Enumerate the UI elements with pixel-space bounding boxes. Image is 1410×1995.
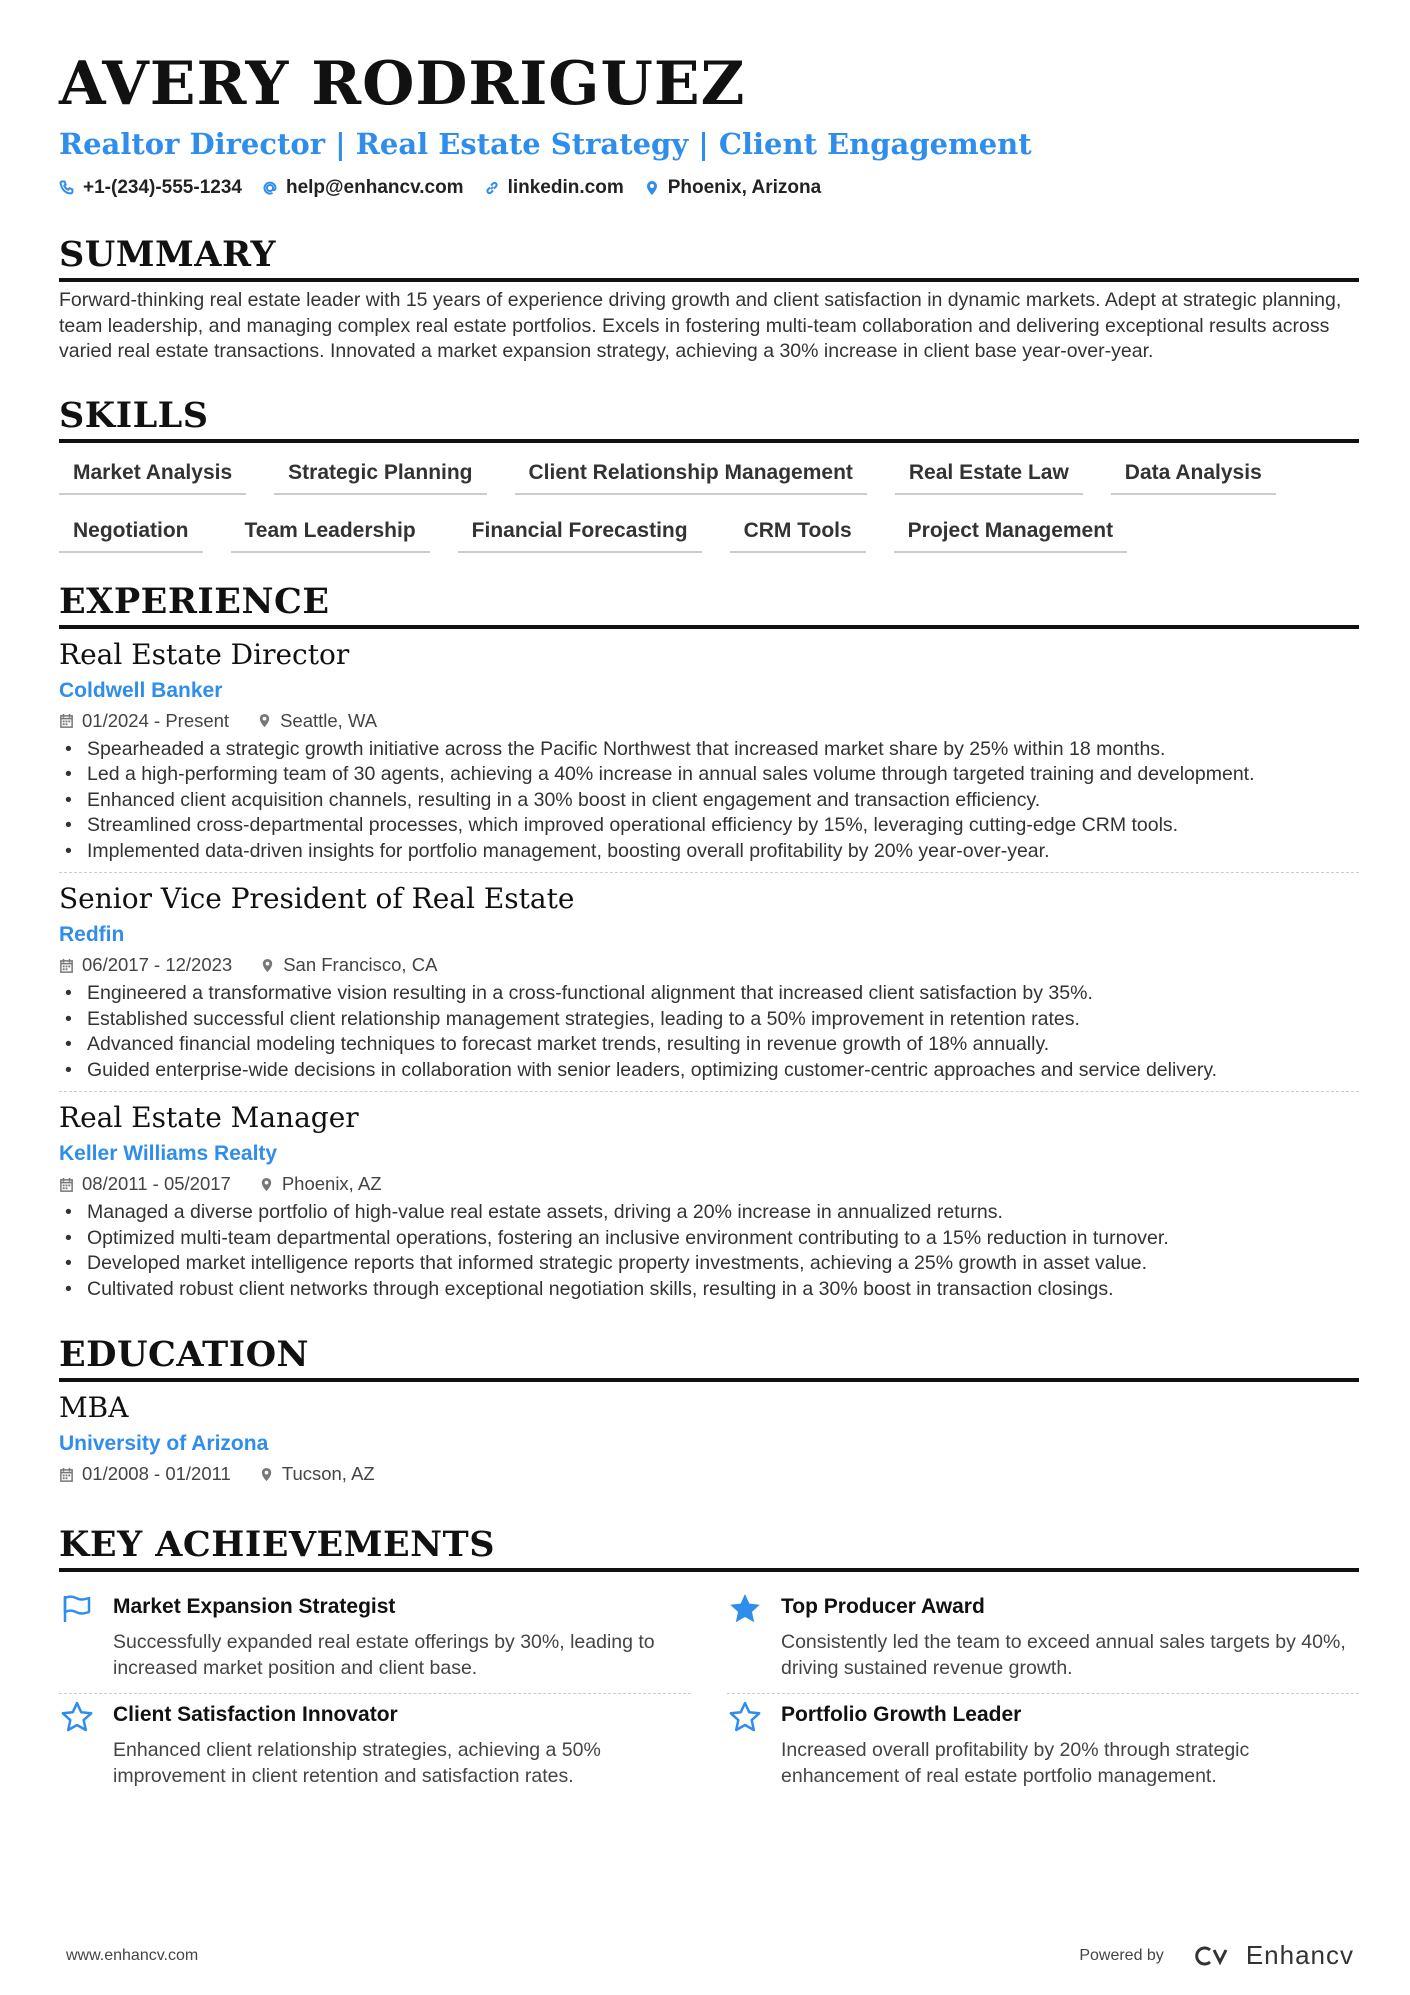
job-dates-text: 06/2017 - 12/2023: [82, 954, 233, 975]
job-location: [259, 1170, 382, 1198]
achievement-title: Portfolio Growth Leader: [781, 1703, 1022, 1726]
location-icon: [259, 1467, 274, 1482]
education-dates: [59, 1460, 231, 1488]
resume-page: [59, 48, 1359, 1801]
job-dates-text: 01/2024 - Present: [82, 709, 230, 731]
achievement-desc: Successfully expanded real estate offerings by 30%, leading to increased market position and client base.: [113, 1631, 655, 1679]
contact-linkedin[interactable]: [484, 177, 624, 199]
job-company: Redfin: [59, 923, 125, 946]
skill-tag: Team Leadership: [231, 515, 430, 553]
job-dates: [59, 951, 232, 979]
education-title: EDUCATION: [59, 1334, 1359, 1382]
job-bullets: [59, 1200, 1359, 1302]
achievement-item: [727, 1586, 1359, 1694]
achievement-desc: Consistently led the team to exceed annual sales targets by 40%, driving sustained revenue growth.: [781, 1631, 1346, 1679]
achievement-item: [727, 1694, 1359, 1801]
education-location-text: Tucson, AZ: [281, 1463, 375, 1484]
job-bullet: • Engineered a transformative vision resulting in a cross-functional alignment that increased client satisfaction by 35%.: [59, 981, 1359, 1007]
experience-title: EXPERIENCE: [59, 581, 1359, 629]
page-footer: [66, 1940, 1354, 1971]
job-location-text: Seattle, WA: [280, 709, 378, 731]
contact-phone[interactable]: [59, 177, 242, 199]
contact-phone-text: +1-(234)-555-1234: [83, 177, 242, 198]
job-dates: [59, 707, 229, 735]
job-location-text: Phoenix, AZ: [281, 1173, 382, 1194]
star-outline-icon: [727, 1700, 763, 1789]
education-school: University of Arizona: [59, 1432, 269, 1455]
job-entry: [59, 872, 1359, 1091]
achievement-desc: Increased overall profitability by 20% through strategic enhancement of real estate portfolio management.: [781, 1739, 1250, 1787]
star-filled-icon: [727, 1592, 763, 1681]
enhancv-logo-icon: [1190, 1944, 1236, 1968]
flag-icon: [59, 1592, 95, 1681]
job-title: Real Estate Director: [59, 637, 350, 671]
job-meta: [59, 1170, 1359, 1198]
location-icon: [257, 713, 272, 728]
calendar-icon: [59, 1467, 74, 1482]
skill-tag: Market Analysis: [59, 457, 246, 495]
job-title: Senior Vice President of Real Estate: [59, 882, 575, 915]
skill-tag: Client Relationship Management: [515, 457, 867, 495]
job-bullets: [59, 981, 1359, 1083]
achievements-grid: [59, 1586, 1359, 1801]
job-bullet: • Spearheaded a strategic growth initiative across the Pacific Northwest that increased market share by 25% within 18 months.: [59, 737, 1359, 763]
location-icon: [259, 1177, 274, 1192]
powered-by: [1079, 1940, 1354, 1971]
summary-text: Forward-thinking real estate leader with 15 years of experience driving growth and client satisfaction in dynamic markets. Adept at strategic planning, team leadership, and managing complex real estate portfolios. Excels in fostering multi-team collaboration and delivering exceptional results across varied real estate transactions. Innovated a market expansion strategy, achieving a 30% increase in client base year-over-year.: [59, 289, 1342, 362]
contact-linkedin-text: linkedin.com: [507, 177, 624, 198]
brand-name: Enhancv: [1245, 1940, 1354, 1970]
contact-bar: [59, 174, 1359, 202]
at-icon: [262, 180, 278, 196]
job-company: Coldwell Banker: [59, 678, 223, 702]
job-bullet: • Managed a diverse portfolio of high-value real estate assets, driving a 20% increase in annualized returns.: [59, 1200, 1359, 1226]
skill-tag: Real Estate Law: [895, 457, 1083, 495]
job-company: Keller Williams Realty: [59, 1142, 278, 1165]
skill-tag: Financial Forecasting: [458, 515, 702, 553]
calendar-icon: [59, 1177, 74, 1192]
skills-list: [59, 457, 1359, 553]
candidate-name: AVERY RODRIGUEZ: [59, 49, 746, 119]
contact-location: [644, 177, 821, 199]
job-location: [257, 707, 377, 735]
job-meta: [59, 707, 1359, 735]
achievement-desc: Enhanced client relationship strategies, achieving a 50% improvement in client retention and satisfaction rates.: [113, 1739, 601, 1787]
achievement-item: [59, 1694, 691, 1801]
education-section: [59, 1334, 1359, 1488]
job-bullet: • Cultivated robust client networks through exceptional negotiation skills, resulting in a 30% boost in transaction closings.: [59, 1277, 1359, 1303]
job-title: Real Estate Manager: [59, 1101, 359, 1134]
job-bullet: • Streamlined cross-departmental processes, which improved operational efficiency by 15%, leveraging cutting-edge CRM tools.: [59, 813, 1359, 839]
achievement-title: Client Satisfaction Innovator: [113, 1703, 398, 1726]
experience-section: [59, 581, 1359, 1311]
job-bullet: • Optimized multi-team departmental operations, fostering an inclusive environment contributing to a 15% reduction in turnover.: [59, 1226, 1359, 1252]
link-icon: [484, 180, 500, 196]
summary-section: [59, 234, 1359, 365]
skill-tag: Project Management: [894, 515, 1127, 553]
job-location-text: San Francisco, CA: [283, 954, 438, 975]
skill-tag: Negotiation: [59, 515, 203, 553]
achievement-item: [59, 1586, 691, 1694]
location-icon: [644, 180, 660, 196]
contact-email[interactable]: [262, 177, 464, 199]
education-dates-text: 01/2008 - 01/2011: [82, 1463, 231, 1484]
candidate-headline: Realtor Director | Real Estate Strategy | Client Engagement: [59, 127, 1032, 161]
calendar-icon: [59, 958, 74, 973]
contact-email-text: help@enhancv.com: [285, 177, 464, 198]
education-meta: [59, 1460, 1359, 1488]
skill-tag: CRM Tools: [730, 515, 866, 553]
job-dates-text: 08/2011 - 05/2017: [82, 1173, 231, 1194]
job-entry: [59, 637, 1359, 873]
job-bullet: • Guided enterprise-wide decisions in collaboration with senior leaders, optimizing customer-centric approaches and service delivery.: [59, 1058, 1359, 1084]
education-degree: MBA: [59, 1391, 129, 1424]
job-entry: [59, 1091, 1359, 1310]
summary-title: SUMMARY: [59, 234, 1359, 282]
achievements-section: [59, 1524, 1359, 1801]
calendar-icon: [59, 713, 74, 728]
location-icon: [260, 958, 275, 973]
phone-icon: [59, 180, 75, 196]
powered-by-label: Powered by: [1079, 1946, 1164, 1964]
skill-tag: Data Analysis: [1111, 457, 1276, 495]
skill-tag: Strategic Planning: [274, 457, 486, 495]
footer-website[interactable]: www.enhancv.com: [66, 1946, 199, 1964]
job-bullets: [59, 737, 1359, 865]
achievement-title: Market Expansion Strategist: [113, 1595, 396, 1618]
job-bullet: • Led a high-performing team of 30 agents, achieving a 40% increase in annual sales volume through targeted training and development.: [59, 762, 1359, 788]
education-location: [259, 1460, 375, 1488]
brand-logo[interactable]: [1190, 1940, 1354, 1971]
job-meta: [59, 951, 1359, 979]
job-bullet: • Enhanced client acquisition channels, resulting in a 30% boost in client engagement and transaction efficiency.: [59, 788, 1359, 814]
contact-location-text: Phoenix, Arizona: [667, 177, 822, 198]
job-location: [260, 951, 437, 979]
job-bullet: • Established successful client relationship management strategies, leading to a 50% improvement in retention rates.: [59, 1007, 1359, 1033]
job-dates: [59, 1170, 231, 1198]
skills-title: SKILLS: [59, 395, 1359, 443]
achievements-title: KEY ACHIEVEMENTS: [59, 1524, 1359, 1572]
skills-section: [59, 395, 1359, 553]
job-bullet: • Implemented data-driven insights for portfolio management, boosting overall profitability by 20% year-over-year.: [59, 839, 1359, 865]
resume-header: [59, 48, 1359, 202]
achievement-title: Top Producer Award: [781, 1595, 985, 1618]
job-bullet: • Advanced financial modeling techniques to forecast market trends, resulting in revenue growth of 18% annually.: [59, 1032, 1359, 1058]
star-outline-icon: [59, 1700, 95, 1789]
job-bullet: • Developed market intelligence reports that informed strategic property investments, achieving a 25% growth in asset value.: [59, 1251, 1359, 1277]
